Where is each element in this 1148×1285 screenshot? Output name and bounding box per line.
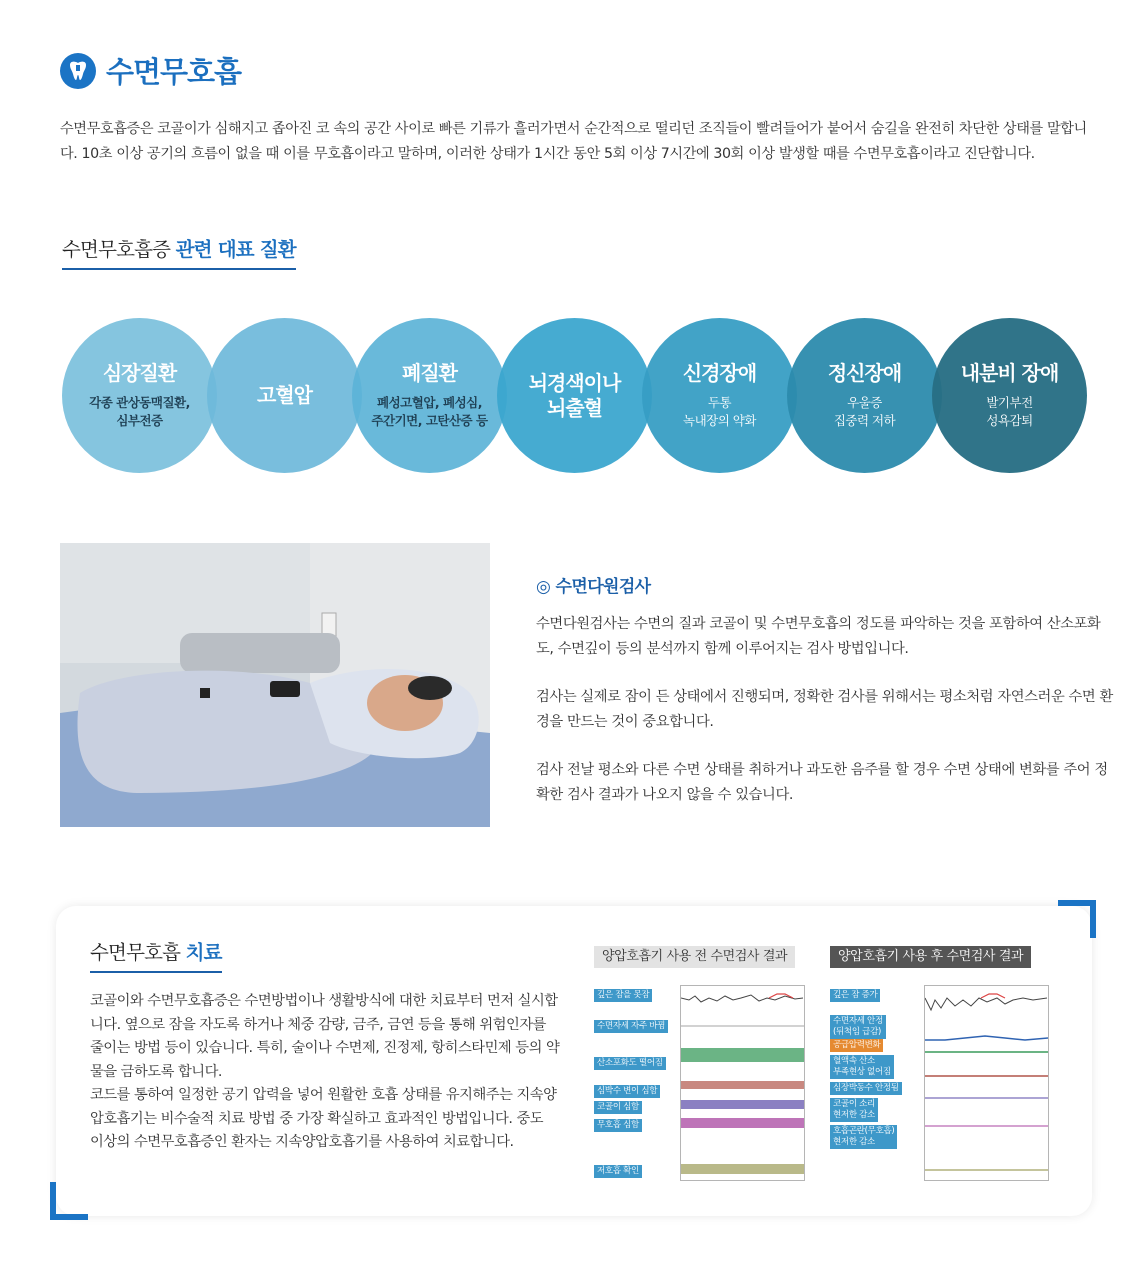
disease-desc: 각종 관상동맥질환, 심부전증 (89, 395, 190, 428)
disease-circles (62, 318, 1062, 473)
disease-circle-mental (787, 318, 942, 473)
before-result-title: 양압호흡기 사용 전 수면검사 결과 (594, 946, 795, 968)
treatment-text (90, 990, 560, 1155)
after-label: 혈액속 산소 부족현상 없어짐 (830, 1055, 894, 1079)
after-label: 수면자세 안정 (뒤척임 급감) (830, 1015, 886, 1039)
before-label: 코골이 심함 (594, 1101, 642, 1114)
after-label: 깊은 잠 증가 (830, 989, 880, 1002)
disease-title: 신경장애 (682, 361, 757, 385)
before-label: 수면자세 자주 바뀜 (594, 1020, 668, 1033)
disease-circle-heart (62, 318, 217, 473)
related-diseases-heading (62, 234, 296, 270)
before-label: 저호흡 확인 (594, 1165, 642, 1178)
disease-circle-stroke (497, 318, 652, 473)
disease-desc: 두통 녹내장의 약화 (683, 395, 756, 428)
after-plot-area (924, 985, 1049, 1181)
heading-highlight: 치료 (185, 941, 222, 964)
treatment-paragraph-1: 코골이와 수면무호흡증은 수면방법이나 생활방식에 대한 치료부터 먼저 실시합니다. 옆으로 잠을 자도록 하거나 체중 감량, 금주, 금연 등을 통해 위험인자를 줄이는 방법 등이 있습니다. 특히, 술이나 수면제, 진정제, 항히스타민제 등의 약물을 금하도록 합니다. (90, 993, 560, 1080)
disease-title: 뇌경색이나 뇌출혈 (528, 370, 621, 420)
before-sleep-chart (594, 985, 814, 1185)
psg-title: ◎ 수면다원검사 (536, 577, 651, 597)
psg-paragraph-1: 수면다원검사는 수면의 질과 코골이 및 수면무호흡의 정도를 파악하는 것을 포함하여 산소포화도, 수면깊이 등의 분석까지 함께 이루어지는 검사 방법입니다. (536, 616, 1101, 657)
before-label: 깊은 잠을 못잠 (594, 989, 652, 1002)
intro-paragraph: 수면무호흡증은 코골이가 심해지고 좁아진 코 속의 공간 사이로 빠른 기류가 흘러가면서 순간적으로 떨리던 조직들이 빨려들어가 붙어서 숨길을 완전히 차단한 상태를 말합니다. 10초 이상 공기의 흐름이 없을 때 이를 무호흡이라고 말하며, 이러한 상태가 1시간 동안 5회 이상 7시간에 30회 이상 발생할 때를 수면무호흡이라고 진단합니다. (60, 121, 1087, 162)
disease-title: 내분비 장애 (960, 361, 1059, 385)
before-label: 심박수 변이 심함 (594, 1085, 660, 1098)
disease-circle-hypertension (207, 318, 362, 473)
page-title-group (60, 50, 241, 91)
after-label: 코골이 소리 현저한 감소 (830, 1098, 878, 1122)
disease-circle-endocrine (932, 318, 1087, 473)
after-sleep-chart (830, 985, 1055, 1185)
page-title: 수면무호흡 (106, 55, 242, 89)
psg-paragraph-2: 검사는 실제로 잠이 든 상태에서 진행되며, 정확한 검사를 위해서는 평소처럼 자연스러운 수면 환경을 만드는 것이 중요합니다. (536, 689, 1113, 730)
disease-title: 폐질환 (402, 361, 457, 385)
sleep-test-photo (60, 543, 490, 827)
disease-desc: 발기부전 성욕감퇴 (986, 395, 1033, 428)
after-label: 공급압력변화 (830, 1039, 883, 1052)
corner-bracket-bottom-left (50, 1182, 88, 1220)
treatment-paragraph-2: 코드를 통하여 일정한 공기 압력을 넣어 원활한 호흡 상태를 유지해주는 지속양압호흡기는 비수술적 치료 방법 중 가장 확실하고 효과적인 방법입니다. 중도 이상의 수면무호흡증인 환자는 지속양압호흡기를 사용하여 치료합니다. (90, 1087, 557, 1150)
disease-circle-neuro (642, 318, 797, 473)
heading-plain: 수면무호흡증 (62, 238, 176, 261)
disease-title: 고혈압 (257, 383, 312, 407)
before-plot-area (680, 985, 805, 1181)
after-result-title: 양압호흡기 사용 후 수면검사 결과 (830, 946, 1031, 968)
corner-bracket-top-right (1058, 900, 1096, 938)
disease-title: 정신장애 (827, 361, 902, 385)
treatment-heading (90, 937, 222, 973)
heading-plain: 수면무호흡 (90, 941, 186, 964)
disease-desc: 우울증 집중력 저하 (833, 395, 896, 428)
disease-circle-lung (352, 318, 507, 473)
heading-highlight: 관련 대표 질환 (175, 238, 296, 261)
psg-paragraph-3: 검사 전날 평소와 다른 수면 상태를 취하거나 과도한 음주를 할 경우 수면 상태에 변화를 주어 정확한 검사 결과가 나오지 않을 수 있습니다. (536, 762, 1108, 803)
after-label: 심장박동수 안정됨 (830, 1082, 902, 1095)
after-label: 호흡곤란(무호흡) 현저한 감소 (830, 1125, 897, 1149)
tooth-icon (60, 53, 96, 89)
disease-desc: 폐성고혈압, 폐성심, 주간기면, 고탄산증 등 (371, 395, 488, 428)
before-label: 산소포화도 떨어짐 (594, 1057, 666, 1070)
disease-title: 심장질환 (102, 361, 177, 385)
before-label: 무호흡 심함 (594, 1119, 642, 1132)
